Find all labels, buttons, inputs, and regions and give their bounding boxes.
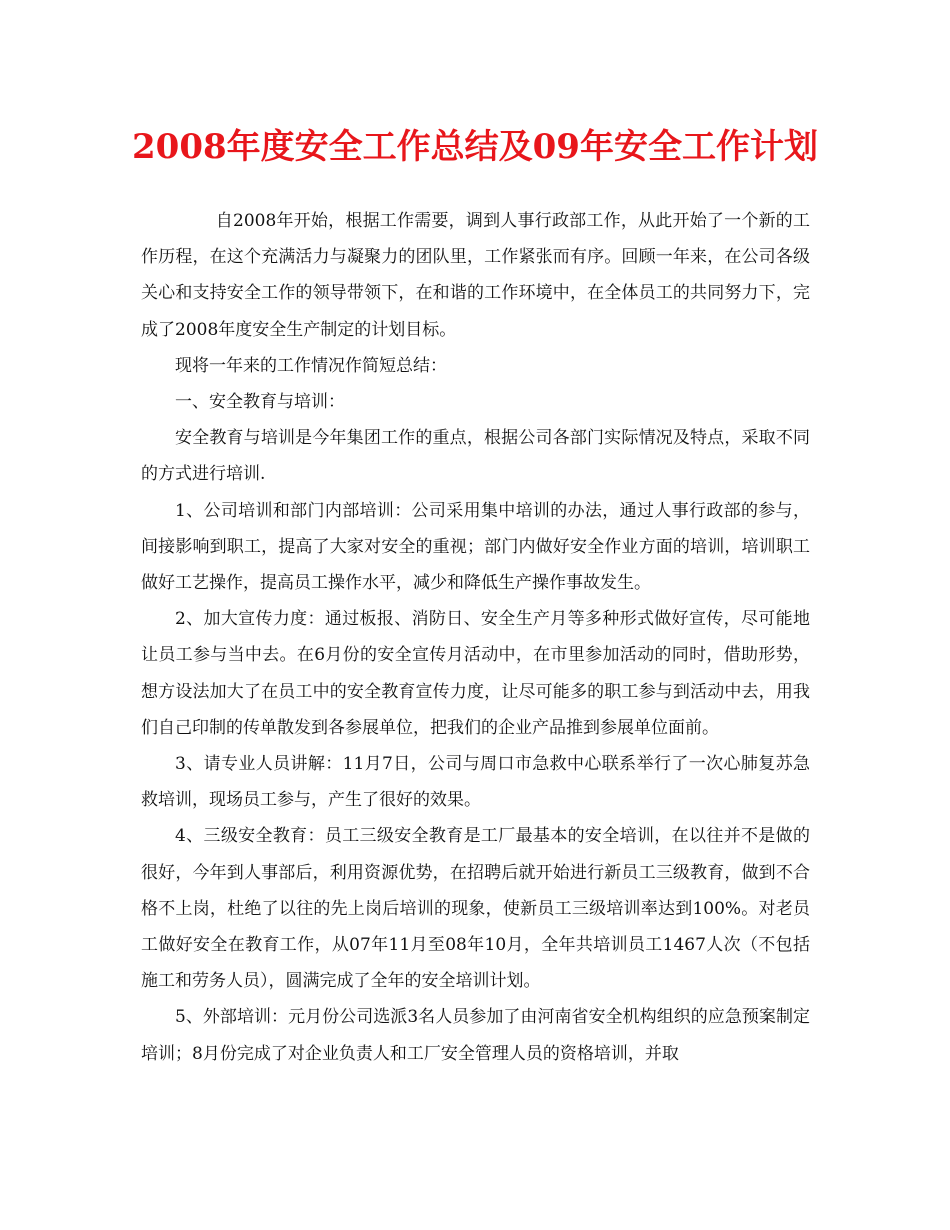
paragraph-item-2: 2、加大宣传力度：通过板报、消防日、安全生产月等多种形式做好宣传，尽可能地让员工参与当中去。在6月份的安全宣传月活动中，在市里参加活动的同时，借助形势，想方设法加大了在员工中的安全教育宣传力度，让尽可能多的职工参与到活动中去，用我们自己印制的传单散发到各参展单位，把我们的企业产品推到参展单位面前。	[141, 609, 810, 738]
paragraph-training-overview: 安全教育与培训是今年集团工作的重点，根据公司各部门实际情况及特点，采取不同的方式进行培训.	[141, 428, 810, 485]
paragraph-intro: 自2008年开始，根据工作需要，调到人事行政部工作，从此开始了一个新的工作历程，在这个充满活力与凝聚力的团队里，工作紧张而有序。回顾一年来，在公司各级关心和支持安全工作的领导带领下，在和谐的工作环境中，在全体员工的共同努力下，完成了2008年度安全生产制定的计划目标。	[141, 211, 810, 340]
paragraph-item-5: 5、外部培训：元月份公司选派3名人员参加了由河南省安全机构组织的应急预案制定培训；8月份完成了对企业负责人和工厂安全管理人员的资格培训，并取	[141, 1007, 810, 1064]
paragraph-item-3: 3、请专业人员讲解：11月7日，公司与周口市急救中心联系举行了一次心肺复苏急救培训，现场员工参与，产生了很好的效果。	[141, 754, 810, 811]
paragraph-item-4: 4、三级安全教育：员工三级安全教育是工厂最基本的安全培训，在以往并不是做的很好，今年到人事部后，利用资源优势，在招聘后就开始进行新员工三级教育，做到不合格不上岗，杜绝了以往的先上岗后培训的现象，使新员工三级培训率达到100%。对老员工做好安全在教育工作，从07年11月至08年10月，全年共培训员工1467人次（不包括施工和劳务人员），圆满完成了全年的安全培训计划。	[141, 826, 810, 992]
paragraph-item-1: 1、公司培训和部门内部培训：公司采用集中培训的办法，通过人事行政部的参与，间接影响到职工，提高了大家对安全的重视；部门内做好安全作业方面的培训，培训职工做好工艺操作，提高员工操作水平，减少和降低生产操作事故发生。	[141, 500, 810, 594]
document-body	[141, 203, 810, 1072]
paragraph-summary-lead: 现将一年来的工作情况作简短总结：	[175, 355, 447, 376]
document-title: 2008年度安全工作总结及09年安全工作计划	[132, 127, 818, 167]
section-heading-safety-training: 一、安全教育与培训：	[175, 392, 345, 413]
